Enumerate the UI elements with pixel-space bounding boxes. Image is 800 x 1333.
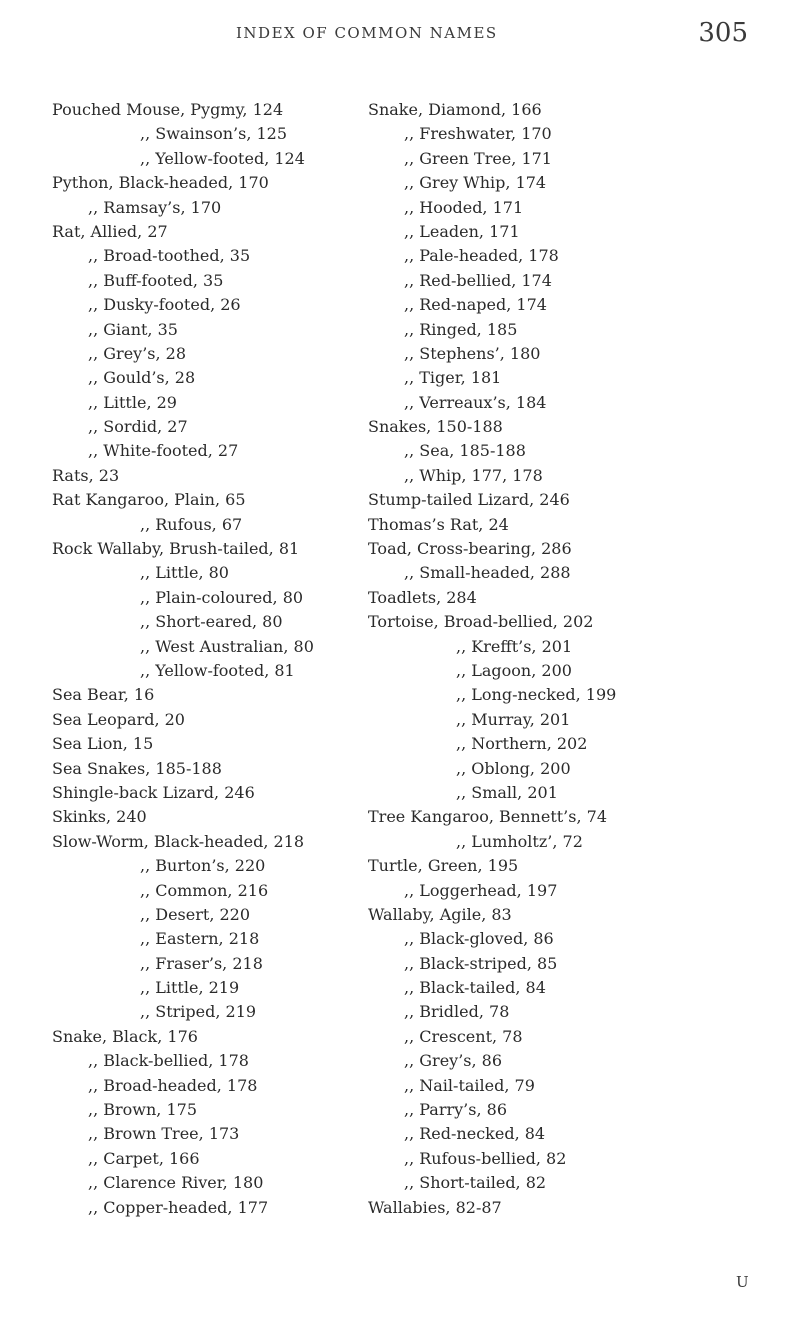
signature-mark: U — [736, 1273, 749, 1291]
index-entry: ,, Black-gloved, 86 — [404, 929, 554, 949]
index-entry: ,, Black-bellied, 178 — [88, 1051, 249, 1071]
index-entry: Tree Kangaroo, Bennett’s, 74 — [368, 807, 607, 827]
index-entry: ,, Bridled, 78 — [404, 1002, 510, 1022]
index-entry: ,, Rufous, 67 — [140, 514, 243, 534]
index-entry: Rat Kangaroo, Plain, 65 — [52, 490, 246, 510]
index-entry: ,, Murray, 201 — [456, 709, 571, 729]
index-entry: Shingle-back Lizard, 246 — [52, 782, 255, 802]
index-entry: ,, West Australian, 80 — [140, 636, 314, 656]
index-entry: Pouched Mouse, Pygmy, 124 — [52, 100, 284, 119]
index-entry: ,, Red-bellied, 174 — [404, 270, 552, 290]
index-column-left — [52, 98, 382, 1220]
index-entry: ,, Small-headed, 288 — [404, 563, 571, 583]
index-entry: ,, Freshwater, 170 — [404, 124, 552, 144]
index-entry: ,, Common, 216 — [140, 880, 269, 900]
index-entry: ,, Desert, 220 — [140, 904, 251, 924]
index-entry: Thomas’s Rat, 24 — [368, 514, 509, 534]
index-entry: ,, Carpet, 166 — [88, 1148, 200, 1168]
index-entry: ,, Stephens’, 180 — [404, 343, 541, 363]
page-header — [0, 18, 800, 58]
index-entry: ,, Eastern, 218 — [140, 929, 260, 949]
index-entry: ,, Loggerhead, 197 — [404, 880, 558, 900]
index-entry: ,, Sordid, 27 — [88, 417, 188, 437]
index-entry: Wallaby, Agile, 83 — [368, 904, 512, 924]
index-entry: ,, Nail-tailed, 79 — [404, 1075, 535, 1095]
index-entry: ,, Black-tailed, 84 — [404, 978, 546, 998]
index-entry: ,, Little, 29 — [88, 392, 177, 412]
index-entry: ,, Little, 80 — [140, 563, 229, 583]
index-entry: Sea Bear, 16 — [52, 685, 155, 705]
index-entry: Sea Lion, 15 — [52, 734, 154, 754]
index-entry: ,, Small, 201 — [456, 782, 558, 802]
index-entry: ,, Hooded, 171 — [404, 197, 524, 217]
index-entry: ,, Ringed, 185 — [404, 319, 518, 339]
index-entry: ,, Burton’s, 220 — [140, 856, 266, 876]
index-entry: ,, Pale-headed, 178 — [404, 246, 559, 266]
index-entry: ,, Yellow-footed, 124 — [140, 148, 305, 168]
index-entry: ,, Whip, 177, 178 — [404, 465, 543, 485]
index-entry: ,, Grey Whip, 174 — [404, 173, 547, 193]
index-entry: Sea Leopard, 20 — [52, 709, 185, 729]
index-entry: ,, Northern, 202 — [456, 734, 588, 754]
index-entry: Skinks, 240 — [52, 807, 147, 827]
index-entry: ,, Grey’s, 86 — [404, 1051, 503, 1071]
index-entry: ,, Short-eared, 80 — [140, 612, 283, 632]
index-entry: Snakes, 150-188 — [368, 417, 503, 437]
index-entry: Snake, Black, 176 — [52, 1026, 198, 1046]
index-entry: ,, Oblong, 200 — [456, 758, 571, 778]
index-entry: ,, Brown, 175 — [88, 1100, 198, 1120]
index-entry: ,, Striped, 219 — [140, 1002, 257, 1022]
index-column-right — [368, 98, 768, 1220]
index-entry: ,, Gould’s, 28 — [88, 368, 196, 388]
index-entry: ,, Dusky-footed, 26 — [88, 295, 241, 315]
index-entry: ,, Yellow-footed, 81 — [140, 660, 295, 680]
index-entry: ,, Sea, 185-188 — [404, 441, 526, 461]
index-entry: ,, Rufous-bellied, 82 — [404, 1148, 567, 1168]
index-entry: Tortoise, Broad-bellied, 202 — [368, 612, 594, 632]
index-entry: Rats, 23 — [52, 465, 120, 485]
index-entry: Toadlets, 284 — [368, 587, 477, 607]
index-entry: Python, Black-headed, 170 — [52, 173, 269, 193]
index-entry: ,, Giant, 35 — [88, 319, 178, 339]
index-entry: ,, Red-necked, 84 — [404, 1124, 546, 1144]
index-entry: Toad, Cross-bearing, 286 — [368, 539, 572, 559]
index-entry: ,, Broad-headed, 178 — [88, 1075, 258, 1095]
index-entry: ,, Lumholtz’, 72 — [456, 831, 583, 851]
index-entry: ,, Leaden, 171 — [404, 221, 520, 241]
running-title: INDEX OF COMMON NAMES — [236, 24, 498, 42]
index-entry: Stump-tailed Lizard, 246 — [368, 490, 570, 510]
index-entry: Rock Wallaby, Brush-tailed, 81 — [52, 539, 300, 559]
index-entry: ,, Crescent, 78 — [404, 1026, 523, 1046]
index-entry: ,, Swainson’s, 125 — [140, 124, 288, 144]
page-number: 305 — [698, 18, 748, 48]
index-entry: Wallabies, 82-87 — [368, 1197, 502, 1217]
index-entry: ,, Verreaux’s, 184 — [404, 392, 547, 412]
index-entry: ,, Broad-toothed, 35 — [88, 246, 251, 266]
index-entry: ,, Clarence River, 180 — [88, 1173, 264, 1193]
index-entry: ,, Fraser’s, 218 — [140, 953, 263, 973]
index-entry: ,, Short-tailed, 82 — [404, 1173, 547, 1193]
index-entry: Slow-Worm, Black-headed, 218 — [52, 831, 305, 851]
index-entry: Sea Snakes, 185-188 — [52, 758, 222, 778]
index-entry: ,, Plain-coloured, 80 — [140, 587, 304, 607]
index-entry: ,, Parry’s, 86 — [404, 1100, 508, 1120]
index-entry: ,, Krefft’s, 201 — [456, 636, 573, 656]
index-entry: Snake, Diamond, 166 — [368, 100, 542, 119]
index-entry: ,, Brown Tree, 173 — [88, 1124, 240, 1144]
index-entry: ,, Ramsay’s, 170 — [88, 197, 222, 217]
index-entry: ,, Little, 219 — [140, 978, 240, 998]
index-entry: ,, Grey’s, 28 — [88, 343, 187, 363]
index-entry: ,, Green Tree, 171 — [404, 148, 552, 168]
index-entry: ,, Copper-headed, 177 — [88, 1197, 269, 1217]
index-entry: ,, Long-necked, 199 — [456, 685, 617, 705]
index-entry: ,, Black-striped, 85 — [404, 953, 558, 973]
index-entry: ,, Buff-footed, 35 — [88, 270, 224, 290]
index-entry: ,, Red-naped, 174 — [404, 295, 547, 315]
index-entry: Turtle, Green, 195 — [368, 856, 519, 876]
index-entry: Rat, Allied, 27 — [52, 221, 168, 241]
index-entry: ,, White-footed, 27 — [88, 441, 239, 461]
index-entry: ,, Lagoon, 200 — [456, 660, 572, 680]
index-entry: ,, Tiger, 181 — [404, 368, 502, 388]
